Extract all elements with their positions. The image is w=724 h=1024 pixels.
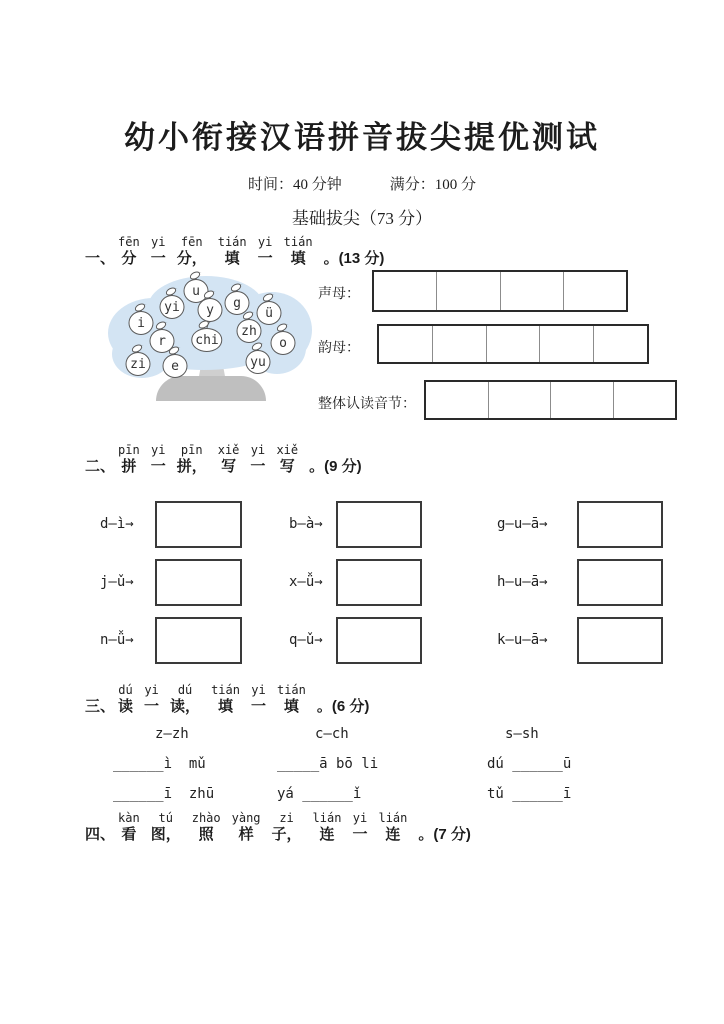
section-number: 四、: [85, 826, 116, 843]
ruby-word: [324, 236, 385, 268]
grid-cell: [614, 382, 676, 418]
apple-yi: yi: [160, 295, 185, 319]
grid-cell: [501, 272, 564, 310]
ruby-hanzi: 一: [150, 458, 166, 475]
apple-yu: yu: [246, 350, 271, 374]
ruby-word: [418, 812, 471, 844]
ruby-hanzi: 一: [250, 458, 266, 475]
grid-cell: [426, 382, 489, 418]
time-label: 时间：40 分钟: [247, 177, 342, 193]
ruby-hanzi: 。(7 分): [418, 826, 471, 843]
writing-grid: [577, 501, 663, 548]
ruby-hanzi: 写: [279, 458, 295, 475]
ruby-hanzi: 填: [283, 698, 299, 715]
section4-heading: [85, 812, 482, 844]
ruby-hanzi: 填: [224, 250, 240, 267]
ruby-word: [277, 684, 306, 716]
ruby-pinyin: xiě: [276, 443, 299, 457]
ruby-word: [151, 236, 166, 268]
ruby-hanzi: 连: [385, 826, 401, 843]
ruby-hanzi: 。(13 分): [323, 250, 385, 267]
apple-chi: chi: [191, 328, 222, 352]
full-score-label: 满分：100 分: [389, 177, 477, 193]
writing-grid: [336, 559, 422, 606]
blank-item: yá ______ǐ: [277, 786, 362, 802]
ruby-word: [118, 812, 140, 844]
finals-label: 韵母：: [318, 341, 360, 356]
ruby-word: [177, 236, 207, 268]
ruby-hanzi: 照: [198, 826, 214, 843]
ruby-hanzi: 子，: [271, 826, 302, 843]
section1-heading: [85, 236, 395, 268]
ruby-hanzi: 分，: [176, 250, 207, 267]
ruby-hanzi: 一: [250, 698, 266, 715]
ruby-hanzi: 填: [290, 250, 306, 267]
ruby-pinyin: zi: [279, 811, 294, 825]
grid-cell: [489, 382, 552, 418]
part-subtitle: 基础拔尖（73 分）: [291, 209, 433, 228]
apple-y: y: [198, 298, 223, 322]
blank-item: ______ì mǔ: [113, 756, 206, 772]
page-title: 幼小衔接汉语拼音拔尖提优测试: [124, 120, 600, 155]
blank-item: dú ______ū: [487, 756, 572, 772]
finals-grid: [377, 324, 649, 364]
blank-item: _____ā bō li: [277, 756, 379, 772]
ruby-hanzi: 写: [221, 458, 237, 475]
grid-cell: [437, 272, 500, 310]
ruby-word: [177, 444, 207, 476]
ruby-hanzi: 样: [238, 826, 254, 843]
section-number: 一、: [85, 250, 116, 267]
ruby-word: [211, 684, 240, 716]
pair-header: s—sh: [505, 726, 539, 742]
ruby-word: [118, 684, 133, 716]
ruby-pinyin: fēn: [118, 235, 140, 249]
grid-cell: [379, 326, 433, 362]
ruby-pinyin: lián: [312, 811, 342, 825]
ruby-word: [284, 236, 313, 268]
ruby-pinyin: pīn: [118, 443, 140, 457]
ruby-word: [144, 684, 159, 716]
ruby-word: [118, 236, 140, 268]
spell-label: d—ì→: [100, 516, 134, 532]
ruby-hanzi: 拼: [121, 458, 137, 475]
section2-heading: [85, 444, 373, 476]
ruby-word: [309, 444, 362, 476]
ruby-pinyin: yi: [352, 811, 368, 825]
ruby-pinyin: tián: [217, 235, 247, 249]
writing-grid: [155, 617, 242, 664]
section-number: 三、: [85, 698, 116, 715]
pair-header: z—zh: [155, 726, 189, 742]
blank-item: tǔ ______ī: [487, 786, 572, 802]
spell-label: b—à→: [289, 516, 323, 532]
ruby-hanzi: 一: [150, 250, 166, 267]
apple-i: i: [129, 311, 154, 335]
apple-r: r: [150, 329, 175, 353]
ruby-word: [251, 684, 266, 716]
ruby-hanzi: 分: [121, 250, 137, 267]
grid-cell: [433, 326, 487, 362]
spell-label: q—ǔ→: [289, 632, 323, 648]
ruby-hanzi: 填: [218, 698, 234, 715]
apple-e: e: [163, 354, 188, 378]
ruby-hanzi: 一: [144, 698, 160, 715]
writing-grid: [155, 501, 242, 548]
ruby-word: [232, 812, 261, 844]
whole-syllables-grid: [424, 380, 677, 420]
ruby-pinyin: tián: [276, 683, 306, 697]
grid-cell: [540, 326, 594, 362]
whole-syllables-label: 整体认读音节：: [318, 397, 416, 412]
ruby-pinyin: yàng: [231, 811, 261, 825]
ruby-word: [170, 684, 200, 716]
section-number: 二、: [85, 458, 116, 475]
ruby-pinyin: tú: [158, 811, 173, 825]
apple-u: u: [184, 279, 209, 303]
spell-label: g—u—ā→: [497, 516, 548, 532]
ruby-pinyin: yi: [150, 235, 166, 249]
ruby-hanzi: 一: [352, 826, 368, 843]
ruby-pinyin: dú: [118, 683, 133, 697]
ruby-hanzi: 一: [257, 250, 273, 267]
spell-label: j—ǔ→: [100, 574, 134, 590]
initials-grid: [372, 270, 628, 312]
writing-grid: [577, 559, 663, 606]
apple-ü: ü: [257, 301, 282, 325]
ruby-pinyin: fēn: [180, 235, 203, 249]
ruby-pinyin: tián: [211, 683, 240, 697]
writing-grid: [336, 617, 422, 664]
apple-zh: zh: [237, 319, 262, 343]
ruby-word: [151, 444, 166, 476]
ruby-word: [250, 444, 265, 476]
initials-label: 声母：: [318, 287, 360, 302]
grid-cell: [551, 382, 614, 418]
apple-zi: zi: [126, 352, 151, 376]
ruby-hanzi: 看: [121, 826, 137, 843]
grid-cell: [594, 326, 647, 362]
ruby-word: [317, 684, 370, 716]
ruby-word: [378, 812, 407, 844]
blank-item: ______ī zhū: [113, 786, 215, 802]
ruby-hanzi: 。(6 分): [316, 698, 370, 715]
ruby-word: [313, 812, 342, 844]
ruby-hanzi: 。(9 分): [309, 458, 362, 475]
ruby-hanzi: 读: [118, 698, 134, 715]
ruby-hanzi: 拼，: [176, 458, 207, 475]
ruby-word: [218, 444, 240, 476]
ruby-pinyin: yi: [150, 443, 166, 457]
grid-cell: [564, 272, 626, 310]
ruby-pinyin: [332, 444, 339, 457]
ruby-hanzi: 读，: [170, 698, 201, 715]
ruby-pinyin: yi: [144, 683, 159, 697]
ruby-word: [192, 812, 221, 844]
ruby-pinyin: tián: [283, 235, 313, 249]
ruby-pinyin: zhào: [191, 811, 221, 825]
ruby-pinyin: [441, 812, 448, 825]
ruby-pinyin: [350, 236, 357, 249]
grid-cell: [374, 272, 437, 310]
ruby-pinyin: xiě: [217, 443, 240, 457]
apple-g: g: [225, 291, 250, 315]
writing-grid: [336, 501, 422, 548]
writing-grid: [155, 559, 242, 606]
ruby-pinyin: pīn: [180, 443, 203, 457]
ruby-pinyin: yi: [251, 683, 266, 697]
ruby-hanzi: 连: [319, 826, 335, 843]
ruby-word: [151, 812, 181, 844]
apple-o: o: [271, 331, 296, 355]
writing-grid: [577, 617, 663, 664]
grid-cell: [487, 326, 541, 362]
tree-base: [156, 376, 266, 401]
section3-heading: [85, 684, 380, 716]
exam-meta: [0, 173, 724, 194]
ruby-pinyin: yi: [250, 443, 266, 457]
spell-label: n—ǚ→: [100, 632, 134, 648]
ruby-pinyin: [340, 684, 347, 697]
ruby-pinyin: dú: [177, 683, 193, 697]
ruby-word: [272, 812, 302, 844]
ruby-word: [276, 444, 298, 476]
ruby-pinyin: yi: [257, 235, 273, 249]
ruby-word: [352, 812, 367, 844]
ruby-word: [218, 236, 247, 268]
ruby-hanzi: 图，: [150, 826, 181, 843]
spell-label: h—u—ā→: [497, 574, 548, 590]
spell-label: x—ǚ→: [289, 574, 323, 590]
ruby-word: [258, 236, 273, 268]
ruby-pinyin: kàn: [118, 811, 140, 825]
pair-header: c—ch: [315, 726, 349, 742]
spell-label: k—u—ā→: [497, 632, 548, 648]
ruby-word: [118, 444, 140, 476]
ruby-pinyin: lián: [378, 811, 408, 825]
